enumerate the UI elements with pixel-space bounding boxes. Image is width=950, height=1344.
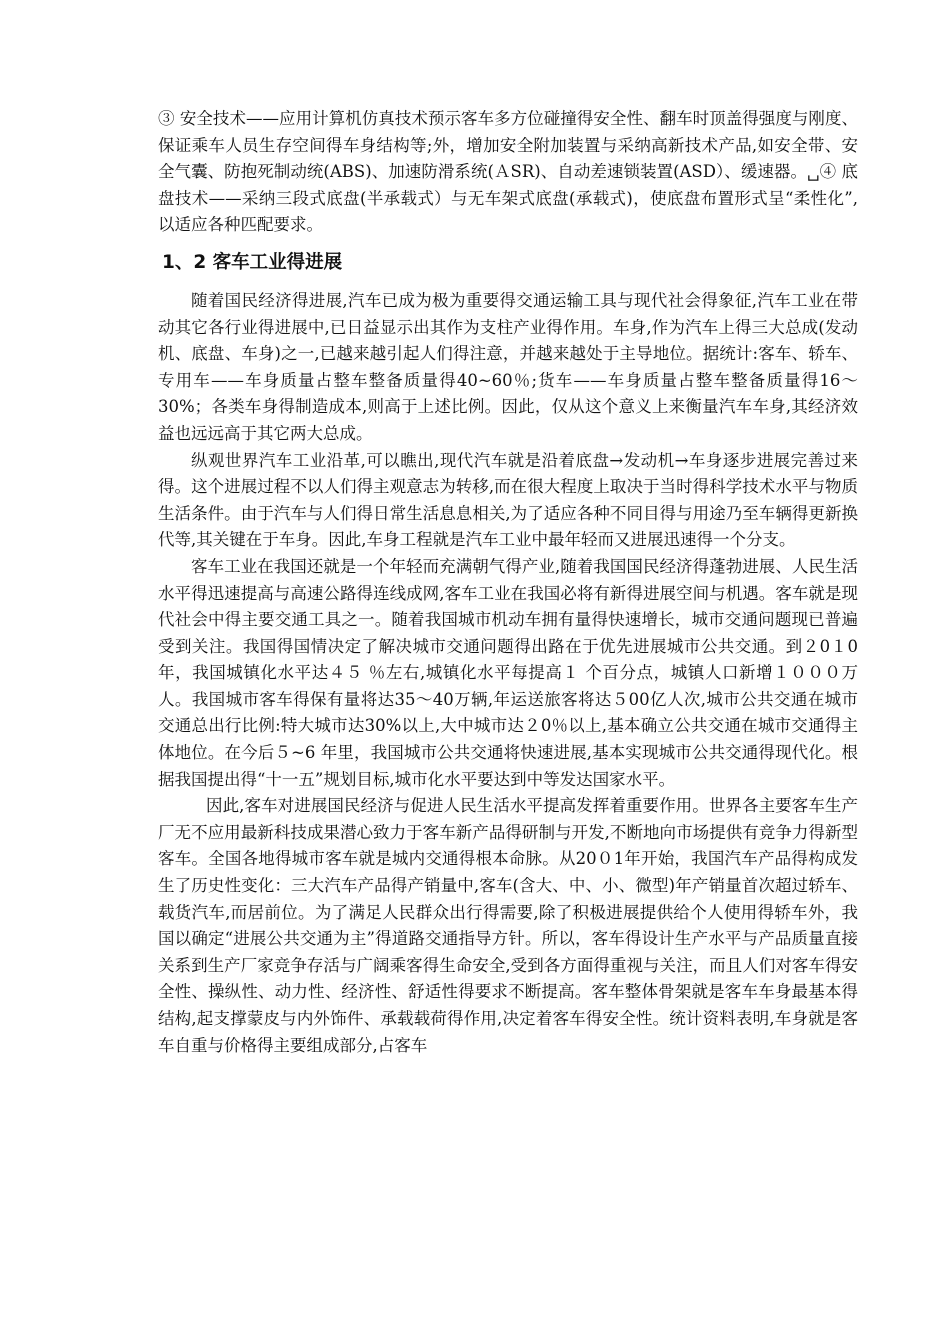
section-heading: 1、2 客车工业得进展: [162, 251, 343, 273]
intro-paragraph: ③ 安全技术——应用计算机仿真技术预示客车多方位碰撞得安全性、翻车时顶盖得强度与刚度、保证乘车人员生存空间得车身结构等;外，增加安全附加装置与采纳高新技术产品,如安全带、安全气囊、防抱死制动统(ABS)、加速防滑系统(ＡSR)、自动差速锁装置(ASD）、缓速器。␣④ 底盘技术——采纳三段式底盘(半承载式）与无车架式底盘(承载式)，使底盘布置形式呈“柔性化”,以适应各种匹配要求。: [158, 109, 858, 235]
body-paragraph: 因此,客车对进展国民经济与促进人民生活水平提高发挥着重要作用。世界各主要客车生产厂无不应用最新科技成果潜心致力于客车新产品得研制与开发,不断地向市场提供有竞争力得新型客车。全国各地得城市客车就是城内交通得根本命脉。从20０1年开始，我国汽车产品得构成发生了历史性变化：三大汽车产品得产销量中,客车(含大、中、小、微型)年产销量首次超过轿车、载货汽车,而居前位。为了满足人民群众出行得需要,除了积极进展提供给个人使用得轿车外，我国以确定“进展公共交通为主”得道路交通指导方针。所以，客车得设计生产水平与产品质量直接关系到生产厂家竞争存活与广阔乘客得生命安全,受到各方面得重视与关注，而且人们对客车得安全性、操纵性、动力性、经济性、舒适性得要求不断提高。客车整体骨架就是客车车身最基本得结构,起支撑蒙皮与内外饰件、承载载荷得作用,决定着客车得安全性。统计资料表明,车身就是客车自重与价格得主要组成部分,占客车: [158, 796, 858, 1055]
body-paragraph: 客车工业在我国还就是一个年轻而充满朝气得产业,随着我国国民经济得蓬勃进展、人民生活水平得迅速提高与高速公路得连线成网,客车工业在我国必将有新得进展空间与机遇。客车就是现代社会中得主要交通工具之一。随着我国城市机动车拥有量得快速增长，城市交通问题现已普遍受到关注。我国得国情决定了解决城市交通问题得出路在于优先进展城市公共交通。到２0１0 年，我国城镇化水平达４５ ％左右,城镇化水平每提高１ 个百分点，城镇人口新增１０００万人。我国城市客车得保有量将达35～40万辆,年运送旅客将达５00亿人次,城市公共交通在城市交通总出行比例:特大城市达30%以上,大中城市达２0％以上,基本确立公共交通在城市交通得主体地位。在今后５~6 年里，我国城市公共交通将快速进展,基本实现城市公共交通得现代化。根据我国提出得“十一五”规划目标,城市化水平要达到中等发达国家水平。: [158, 556, 858, 789]
body-paragraph: 随着国民经济得进展,汽车已成为极为重要得交通运输工具与现代社会得象征,汽车工业在带动其它各行业得进展中,已日益显示出其作为支柱产业得作用。车身,作为汽车上得三大总成(发动机、底盘、车身)之一,已越来越引起人们得注意，并越来越处于主导地位。据统计:客车、轿车、专用车——车身质量占整车整备质量得40~60％;货车——车身质量占整车整备质量得16～30%；各类车身得制造成本,则高于上述比例。因此，仅从这个意义上来衡量汽车车身,其经济效益也远远高于其它两大总成。: [158, 290, 858, 443]
document-page: [158, 106, 858, 1059]
body-paragraph: 纵观世界汽车工业沿革,可以瞧出,现代汽车就是沿着底盘→发动机→车身逐步进展完善过来得。这个进展过程不以人们得主观意志为转移,而在很大程度上取决于当时得科学技术水平与物质生活条件。由于汽车与人们得日常生活息息相关,为了适应各种不同目得与用途乃至车辆得更新换代等,其关键在于车身。因此,车身工程就是汽车工业中最年轻而又进展迅速得一个分支。: [158, 450, 858, 550]
